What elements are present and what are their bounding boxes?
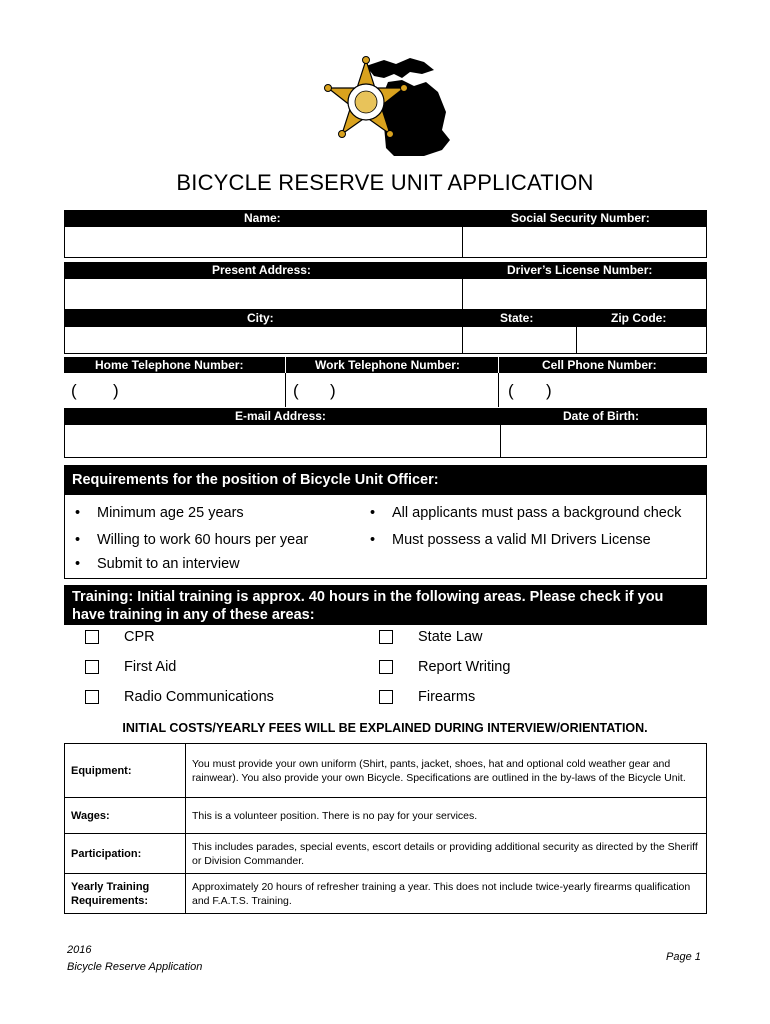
training-option-first-aid: First Aid [124,659,177,675]
area-code-close: ) [330,381,336,400]
sheriff-star-badge-michigan-icon [314,52,464,158]
checkbox-cpr[interactable] [85,630,99,644]
state-label: State: [500,311,534,325]
work-phone-field[interactable] [285,373,499,407]
address-license-header [64,262,707,278]
table-label: Equipment: [65,744,186,798]
name-ssn-header [64,210,707,226]
email-dob-header [64,408,707,424]
table-row [65,874,707,914]
requirement-item: • All applicants must pass a background check [392,505,681,521]
training-heading: Training: Initial training is approx. 40 hours in the following areas. Please check if you have training in any of these areas: [64,585,707,625]
position-info-table [64,743,707,914]
area-code-open: ( [71,381,77,400]
city-state-zip-header [64,310,707,326]
zip-field[interactable] [576,326,707,354]
license-label: Driver’s License Number: [507,263,653,277]
footer-page: Page 1 [666,951,701,963]
requirements-box [64,495,707,579]
table-label: Wages: [65,798,186,834]
cell-phone-field[interactable] [498,373,708,407]
requirement-item: • Willing to work 60 hours per year [97,532,308,548]
area-code-open: ( [508,381,514,400]
table-text: This includes parades, special events, escort details or providing additional security as directed by the Sheriff or Division Commander. [186,834,707,874]
checkbox-first-aid[interactable] [85,660,99,674]
name-field[interactable] [64,226,463,258]
costs-notice: INITIAL COSTS/YEARLY FEES WILL BE EXPLAINED DURING INTERVIEW/ORIENTATION. [122,721,648,735]
table-row [65,798,707,834]
phone-header [64,357,707,373]
checkbox-state-law[interactable] [379,630,393,644]
city-label: City: [247,311,274,325]
area-code-close: ) [546,381,552,400]
page-title: BICYCLE RESERVE UNIT APPLICATION [176,170,594,195]
table-text: Approximately 20 hours of refresher training a year. This does not include twice-yearly firearms qualification and F.A.T.S. Training. [186,874,707,914]
table-label: Yearly Training Requirements: [65,874,186,914]
dob-field[interactable] [500,424,707,458]
name-label: Name: [244,211,281,225]
city-field[interactable] [64,326,463,354]
home-phone-label: Home Telephone Number: [95,358,244,372]
training-option-firearms: Firearms [418,689,476,705]
address-label: Present Address: [212,263,311,277]
training-option-state-law: State Law [418,629,483,645]
footer-year: 2016 [67,944,92,956]
training-option-cpr: CPR [124,629,155,645]
work-phone-label: Work Telephone Number: [315,358,460,372]
requirements-heading: Requirements for the position of Bicycle Unit Officer: [64,465,707,495]
email-label: E-mail Address: [235,409,326,423]
checkbox-firearms[interactable] [379,690,393,704]
zip-label: Zip Code: [611,311,667,325]
dob-label: Date of Birth: [563,409,639,423]
footer-doc-name: Bicycle Reserve Application [67,961,203,973]
cell-phone-label: Cell Phone Number: [542,358,657,372]
phone-divider [285,357,286,373]
table-label: Participation: [65,834,186,874]
area-code-close: ) [113,381,119,400]
requirement-item: • Submit to an interview [97,556,240,572]
training-option-radio-communications: Radio Communications [124,689,274,705]
table-text: This is a volunteer position. There is no pay for your services. [186,798,707,834]
table-text: You must provide your own uniform (Shirt, pants, jacket, shoes, hat and optional cold weather gear and rainwear). You also provide your own Bicycle. Specifications are outlined in the by-laws of the Bicycle Unit. [186,744,707,798]
area-code-open: ( [293,381,299,400]
license-field[interactable] [462,278,707,310]
email-field[interactable] [64,424,501,458]
table-row [65,834,707,874]
ssn-field[interactable] [462,226,707,258]
ssn-label: Social Security Number: [511,211,650,225]
home-phone-field[interactable] [64,373,284,407]
state-field[interactable] [462,326,577,354]
phone-divider [498,357,499,373]
requirement-item: • Must possess a valid MI Drivers License [392,532,651,548]
requirement-item: • Minimum age 25 years [97,505,244,521]
training-option-report-writing: Report Writing [418,659,511,675]
checkbox-report-writing[interactable] [379,660,393,674]
address-field[interactable] [64,278,463,310]
checkbox-radio-communications[interactable] [85,690,99,704]
table-row [65,744,707,798]
